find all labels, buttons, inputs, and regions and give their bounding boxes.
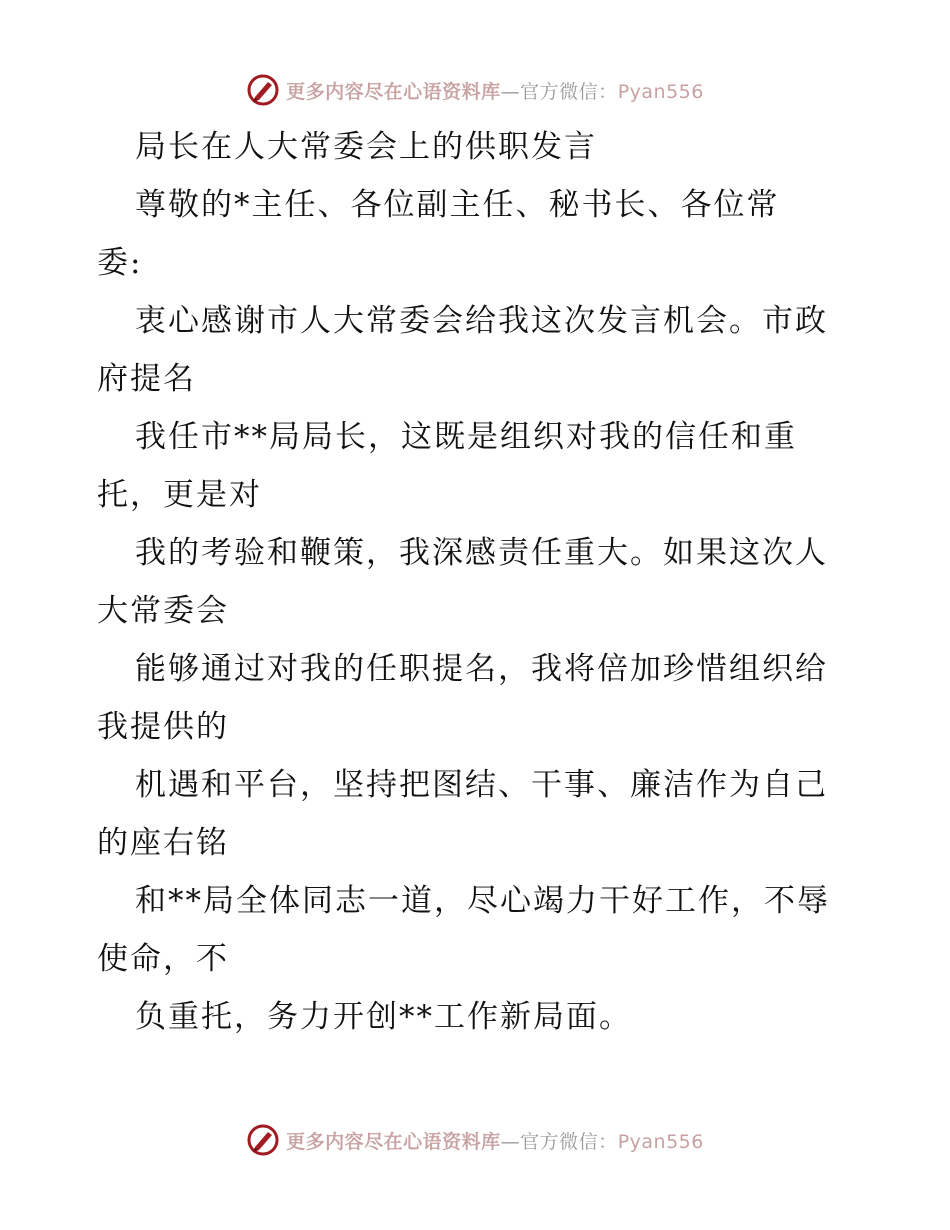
pen-logo-icon xyxy=(246,1123,280,1157)
text-line: 我任市**局局长，这既是组织对我的信任和重 xyxy=(135,419,797,455)
text-line: 大常委会 xyxy=(97,593,229,629)
text-line: 托，更是对 xyxy=(97,477,262,513)
text-line: 我的考验和鞭策，我深感责任重大。如果这次人 xyxy=(135,535,828,571)
document-title: 局长在人大常委会上的供职发言 xyxy=(135,129,597,165)
text-line: 尊敬的*主任、各位副主任、秘书长、各位常 xyxy=(135,187,780,223)
banner-wechat-id: Pyan556 xyxy=(617,80,704,103)
banner-separator: — xyxy=(500,1130,521,1153)
text-line: 负重托，务力开创**工作新局面。 xyxy=(135,999,632,1035)
banner-separator: — xyxy=(500,80,521,103)
text-line: 使命，不 xyxy=(97,941,229,977)
footer-banner xyxy=(0,1120,950,1160)
banner-site-name: 更多内容尽在心语资料库 xyxy=(286,80,501,103)
banner-wechat-id: Pyan556 xyxy=(617,1130,704,1153)
header-banner xyxy=(0,70,950,110)
document-body xyxy=(97,118,867,1046)
text-line: 我提供的 xyxy=(97,709,229,745)
banner-wechat-label: 官方微信： xyxy=(520,1130,618,1153)
banner-text xyxy=(286,1127,704,1154)
text-line: 机遇和平台，坚持把图结、干事、廉洁作为自己 xyxy=(135,767,828,803)
text-line: 的座右铭 xyxy=(97,825,229,861)
banner-text xyxy=(286,77,704,104)
text-line: 府提名 xyxy=(97,361,196,397)
text-line: 委: xyxy=(97,245,143,281)
text-line: 和**局全体同志一道，尽心竭力干好工作，不辱 xyxy=(135,883,830,919)
pen-logo-icon xyxy=(246,73,280,107)
banner-site-name: 更多内容尽在心语资料库 xyxy=(286,1130,501,1153)
text-line: 衷心感谢市人大常委会给我这次发言机会。市政 xyxy=(135,303,828,339)
text-line: 能够通过对我的任职提名，我将倍加珍惜组织给 xyxy=(135,651,828,687)
banner-wechat-label: 官方微信： xyxy=(520,80,618,103)
